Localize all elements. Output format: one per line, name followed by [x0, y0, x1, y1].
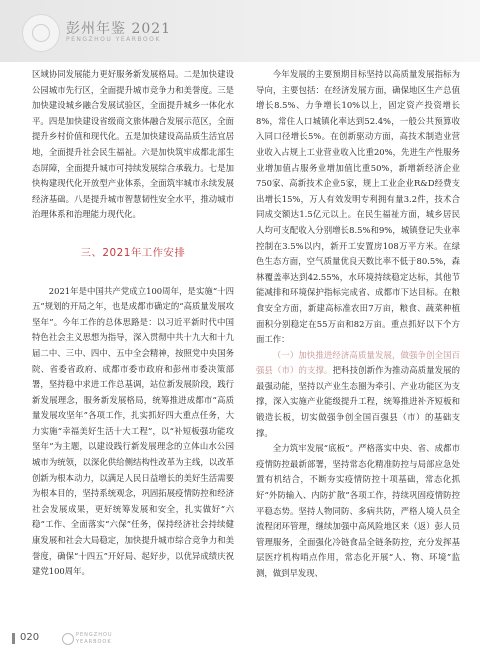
right-column — [256, 67, 460, 582]
section-title: 三、2021年工作安排 — [80, 246, 186, 259]
footer-brand-line-1: PENGZHOU — [76, 632, 113, 638]
page-footer — [0, 630, 480, 651]
sub-heading: （一）加快推进经济高质量发展，做强争创全国百强县（市）的支撑。 — [256, 349, 460, 376]
yearbook-emblem-icon — [22, 14, 60, 52]
right-paragraph-1: 今年发展的主要预期目标坚持以高质量发展指标为导向，主要包括：在经济发展方面，确保地区生产总值增长8.5%、力争增长10%以上，固定资产投资增长8%，常住人口城镇化率达到52.4%，一般公共预算收入同口径增长5%。在创新驱动方面，高技术制造业营业收入占规上工业营业收入比重20%，先进生产性服务业增加值占服务业增加值比重50%，新增新经济企业750家、高新技术企业5家，规上工业企业R&D经费支出增长15%，万人有效发明专利拥有量3.2件，技术合同成交额达1.5亿元以上。在民生福祉方面，城乡居民人均可支配收入分别增长8.5%和9%，城镇登记失业率控制在3.5%以内，新开工安置房108万平方米。在绿色生态方面，空气质量优良天数比率不低于80.5%，森林覆盖率达到42.55%，水环境持续稳定达标，其他节能减排和环境保护指标完成省、成都市下达目标。在粮食安全方面，新建高标准农田7万亩，粮食、蔬菜种植面积分别稳定在55万亩和82万亩。重点抓好以下个方面工作： — [256, 69, 460, 345]
page-number: 020 — [20, 632, 40, 643]
footer-logo-icon — [62, 633, 74, 645]
page-header — [0, 0, 480, 62]
header-subtitle: PENGZHOU YEARBOOK — [66, 36, 161, 43]
right-paragraph-2 — [256, 348, 460, 442]
sub-heading-body: 把科技创新作为推动高质量发展的最强动能，坚持以产业生态圈为牵引、产业功能区为支撑，深入实施产业能级提升工程，统筹推进补齐短板和锻造长板，切实做强争创全国百强县（市）的基础支撑。 — [256, 365, 461, 438]
left-column — [32, 67, 234, 580]
right-paragraph-3: 全力筑牢发展“底板”。严格落实中央、省、成都市疫情防控最新部署，坚持常态化精准防控与局部应急处置有机结合，不断夯实疫情防控十项基础，常态化抓好“外防输入、内防扩散”各项工作，持续巩固疫情防控平稳态势。坚持人物同防、多病共防，严格人境人员全流程闭环管理，继续加强中高风险地区来（返）彭人员管理服务，全面强化冷链食品全链条防控，充分发挥基层医疗机构哨点作用，常态化开展“人、物、环境”监测，做到早发现、 — [256, 443, 460, 578]
left-paragraph-1: 区域协同发展能力更好服务新发展格局。二是加快建设公园城市先行区，全面提升城市竞争力和美誉度。三是加快建设城乡融合发展试验区，全面提升城乡一体化水平。四是加快建设省级商文旅体融合发展示范区，全面提升乡村价值和现代化。五是加快建设高品质生活宜居地，全面提升社会民生福祉。六是加快筑牢成都北部生态屏障，全面提升城市可持续发展综合承载力。七是加快构建现代化开放型产业体系，全面筑牢城市永续发展经济基础。八是提升城市智慧韧性安全水平，推动城市治理体系和治理能力现代化。 — [32, 69, 234, 220]
left-paragraph-2: 2021年是中国共产党成立100周年，是实施“十四五”规划的开局之年，也是成都市确定的“高质量发展攻坚年”。今年工作的总体思路是：以习近平新时代中国特色社会主义思想为指导，深入贯彻中共十九大和十九届二中、三中、四中、五中全会精神，按照党中央国务院、省委省政府、成都市委市政府和彭州市委决策部署，坚持稳中求进工作总基调，站位新发展阶段，践行新发展理念，服务新发展格局，统筹推进成都市“高质量发展攻坚年”各项工作，扎实抓好四大重点任务，大力实施“幸福美好生活十大工程”，以“补短板强功能攻坚年”为主题，以建设践行新发展理念的立体山水公园城市为统领，以深化供给侧结构性改革为主线，以改革创新为根本动力，以满足人民日益增长的美好生活需要为根本目的，坚持系统观念，巩固拓展疫情防控和经济社会发展成果，更好统筹发展和安全，扎实做好“六稳”工作、全面落实“六保”任务，保持经济社会持续健康发展和社会大局稳定，加快提升城市综合竞争力和美誉度，确保“十四五”开好局、起好步，以优异成绩庆祝建党100周年。 — [32, 285, 234, 577]
footer-brand-line-2: YEARBOOK — [76, 639, 112, 645]
header-title: 彭州年鉴 2021 — [66, 21, 172, 37]
footer-bar — [12, 633, 15, 644]
